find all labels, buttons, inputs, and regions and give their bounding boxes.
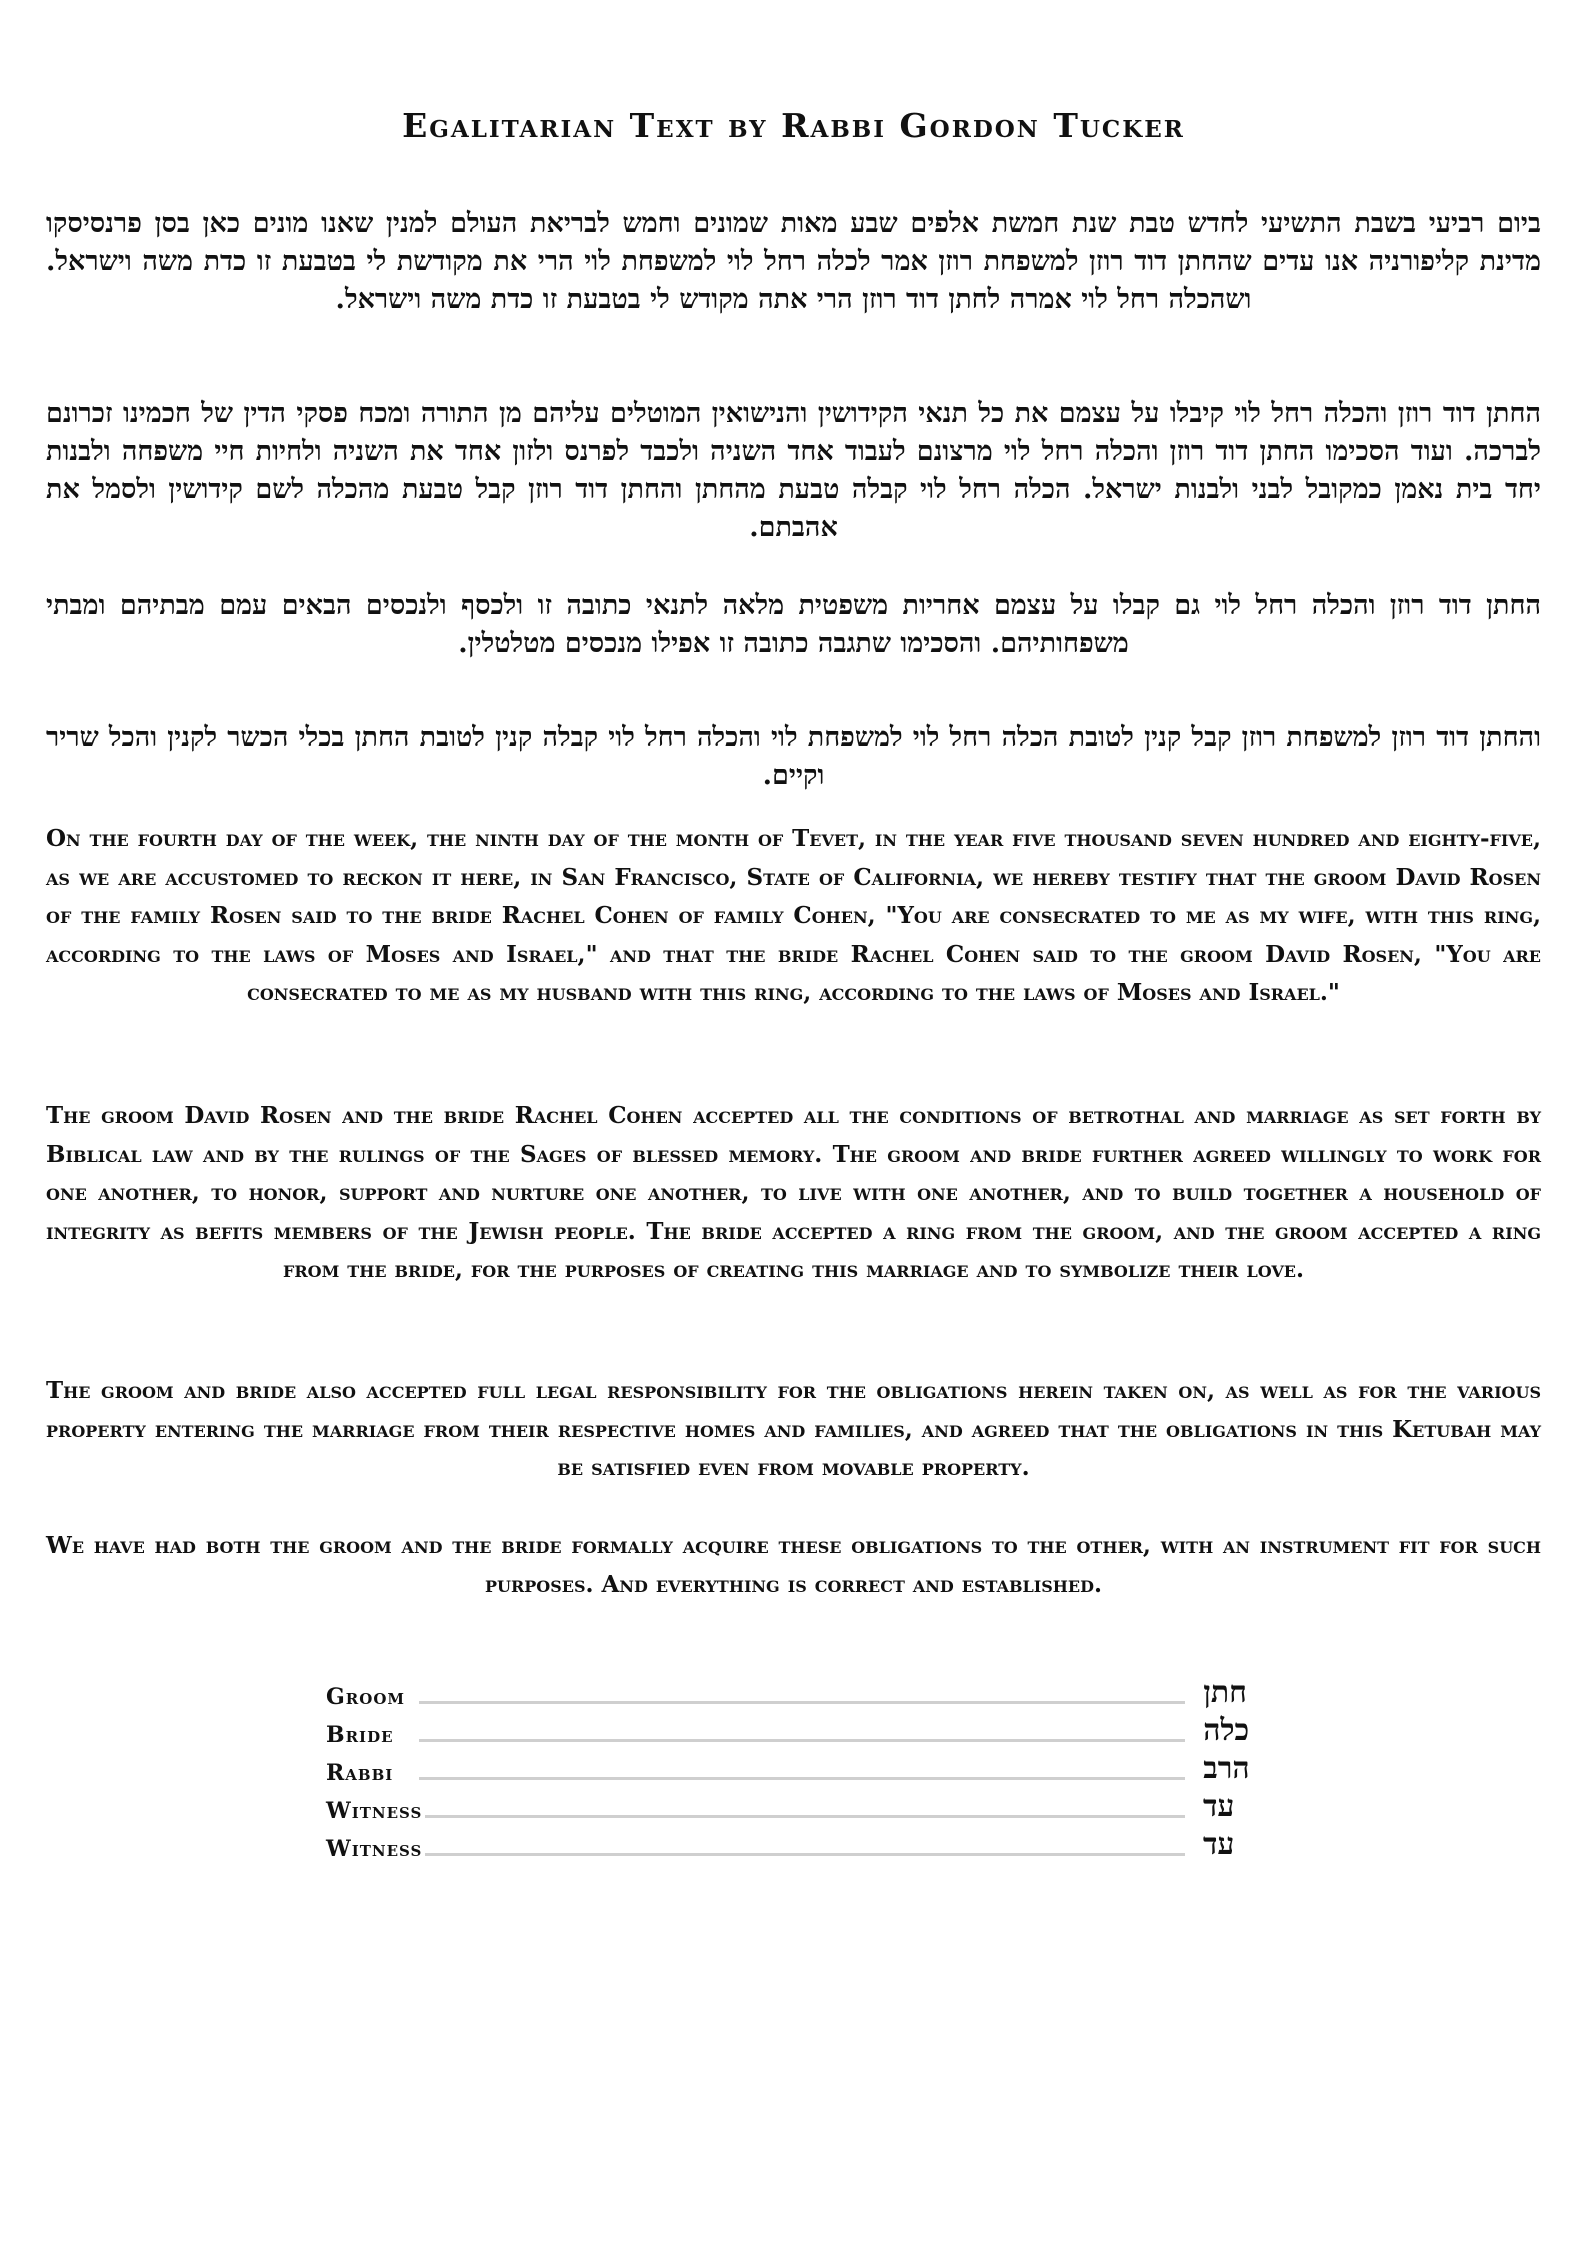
signature-hebrew-label: הרב	[1203, 1751, 1250, 1786]
signature-row-witness-1	[326, 1788, 1266, 1826]
english-paragraph-3: The groom and bride also accepted full legal responsibility for the obligations herein taken on, as well as for the various property entering the marriage from their respective homes and families, and agreed that the obligations in this Ketubah may be satisfied even from movable property.	[46, 1377, 1541, 1481]
signature-line[interactable]	[419, 1739, 1185, 1742]
signature-line[interactable]	[425, 1853, 1185, 1856]
signature-label: Groom	[326, 1684, 405, 1710]
signature-hebrew-label: חתן	[1203, 1675, 1247, 1710]
hebrew-paragraph-2: החתן דוד רוזן והכלה רחל לוי קיבלו על עצמם את כל תנאי הקידושין והנישואין המוטלים עליהם מן התורה ומכח פסקי הדין של חכמינו זכרונם לברכה. ועוד הסכימו החתן דוד רוזן והכלה רחל לוי מרצונם לעבוד אחד השניה ולכבד לפרנס ולזון אחד את השניה ולחיות חיי משפחה ולבנות יחד בית נאמן כמקובל לבני ולבנות ישראל. הכלה רחל לוי קבלה טבעת מהחתן והחתן דוד רוזן קבל טבעת מהכלה לשם קידושין ולסמל את אהבתם.	[46, 398, 1541, 543]
document-title: Egalitarian Text by Rabbi Gordon Tucker	[402, 106, 1185, 145]
hebrew-paragraph-1: ביום רביעי בשבת התשיעי לחדש טבת שנת חמשת אלפים שבע מאות שמונים וחמש לבריאת העולם למנין שאנו מונים כאן בסן פרנסיסקו מדינת קליפורניה אנו עדים שהחתן דוד רוזן למשפחת רוזן אמר לכלה רחל לוי למשפחת לוי הרי את מקודשת לי בטבעת זו כדת משה וישראל. ושהכלה רחל לוי אמרה לחתן דוד רוזן הרי אתה מקודש לי בטבעת זו כדת משה וישראל.	[46, 208, 1541, 315]
signature-hebrew-label: כלה	[1203, 1713, 1250, 1748]
signature-row-rabbi	[326, 1750, 1266, 1788]
signature-label: Witness	[326, 1798, 423, 1824]
signature-hebrew-label: עד	[1203, 1827, 1235, 1862]
signature-row-bride	[326, 1712, 1266, 1750]
signature-label: Bride	[326, 1722, 394, 1748]
hebrew-paragraph-4: והחתן דוד רוזן למשפחת רוזן קבל קנין לטובת הכלה רחל לוי למשפחת לוי והכלה רחל לוי קבלה קנין לטובת החתן בכלי הכשר לקנין והכל שריר וקיים.	[46, 722, 1541, 791]
signature-line[interactable]	[419, 1777, 1185, 1780]
signature-row-groom	[326, 1674, 1266, 1712]
hebrew-paragraph-3: החתן דוד רוזן והכלה רחל לוי גם קבלו על עצמם אחריות משפטית מלאה לתנאי כתובה זו ולכסף ולנכסים הבאים עמם מבתיהם ומבתי משפחותיהם. והסכימו שתגבה כתובה זו אפילו מנכסים מטלטלין.	[46, 590, 1541, 659]
signature-label: Witness	[326, 1836, 423, 1862]
signature-line[interactable]	[425, 1815, 1185, 1818]
english-paragraph-2: The groom David Rosen and the bride Rachel Cohen accepted all the conditions of betrothal and marriage as set forth by Biblical law and by the rulings of the Sages of blessed memory. The groom and bride further agreed willingly to work for one another, to honor, support and nurture one another, to live with one another, and to build together a household of integrity as befits members of the Jewish people. The bride accepted a ring from the groom, and the groom accepted a ring from the bride, for the purposes of creating this marriage and to symbolize their love.	[46, 1102, 1541, 1283]
signature-hebrew-label: עד	[1203, 1789, 1235, 1824]
signature-row-witness-2	[326, 1826, 1266, 1864]
english-paragraph-1: On the fourth day of the week, the ninth day of the month of Tevet, in the year five thousand seven hundred and eighty-five, as we are accustomed to reckon it here, in San Francisco, State of California, we hereby testify that the groom David Rosen of the family Rosen said to the bride Rachel Cohen of family Cohen, "You are consecrated to me as my wife, with this ring, according to the laws of Moses and Israel," and that the bride Rachel Cohen said to the groom David Rosen, "You are consecrated to me as my husband with this ring, according to the laws of Moses and Israel."	[46, 825, 1541, 1006]
english-paragraph-4: We have had both the groom and the bride formally acquire these obligations to the other, with an instrument fit for such purposes. And everything is correct and established.	[46, 1532, 1541, 1598]
signature-line[interactable]	[419, 1701, 1185, 1704]
signature-label: Rabbi	[326, 1760, 394, 1786]
